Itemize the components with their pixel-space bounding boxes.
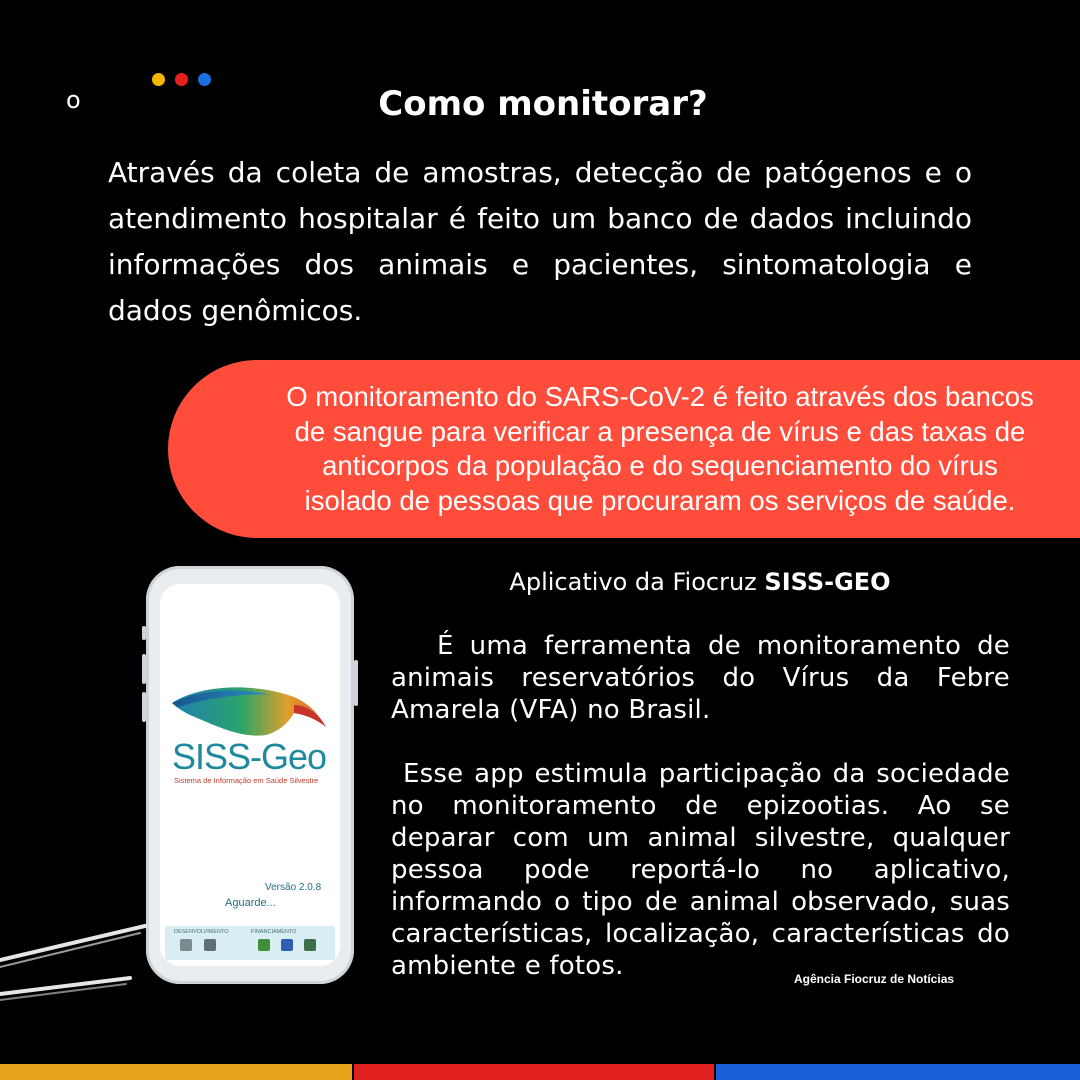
app-heading-name: SISS-GEO — [764, 568, 891, 596]
app-version: Versão 2.0.8 — [265, 882, 322, 893]
phone-side-button — [142, 654, 146, 684]
siss-geo-subtitle: Sistema de Informação em Saúde Silvestre — [174, 776, 319, 785]
highlight-line: isolado de pessoas que procuraram os serviços de saúde. — [304, 484, 1016, 516]
loading-status: Aguarde... — [225, 897, 276, 909]
intro-paragraph: Através da coleta de amostras, detecção de patógenos e o atendimento hospitalar é feito um banco de dados incluindo informações dos animais e pacientes, sintomatologia e dados genômicos. — [108, 156, 972, 327]
bottom-bar-yellow — [0, 1064, 352, 1080]
highlight-text — [240, 380, 1080, 518]
sponsor-logo-icon — [204, 939, 216, 951]
footer-fin-label: FINANCIAMENTO — [251, 929, 297, 935]
bottom-bar-blue — [716, 1064, 1080, 1080]
siss-geo-bird-logo — [170, 675, 330, 740]
siss-geo-wordmark: SISS-Geo — [172, 736, 327, 777]
corner-mark: o — [66, 86, 81, 114]
footer-dev-label: DESENVOLVIMENTO — [174, 929, 229, 935]
sponsor-logo-icon — [304, 939, 316, 951]
phone-side-button — [142, 626, 146, 640]
app-description-2: Esse app estimula participação da sociedade no monitoramento de epizootias. Ao se deparar com um animal silvestre, qualquer pessoa pode reportá-lo no aplicativo, informando o tipo de animal observado, suas características, localização, características do ambiente e fotos. — [391, 759, 1010, 981]
app-heading-prefix: Aplicativo da Fiocruz — [509, 568, 757, 596]
app-description-1: É uma ferramenta de monitoramento de animais reservatórios do Vírus da Febre Amarela (VFA) no Brasil. — [391, 631, 1010, 725]
bottom-bar-red — [354, 1064, 714, 1080]
chalk-strokes — [0, 900, 150, 1010]
phone-side-button — [142, 692, 146, 722]
page-title: Como monitorar? — [378, 84, 708, 124]
highlight-line: anticorpos da população e do sequenciamento do vírus — [322, 450, 998, 481]
highlight-line: de sangue para verificar a presença de vírus e das taxas de — [294, 415, 1026, 447]
sponsor-logo-icon — [258, 939, 270, 951]
highlight-line: O monitoramento do SARS-CoV-2 é feito através dos bancos — [286, 381, 1034, 412]
source-credit: Agência Fiocruz de Notícias — [794, 972, 955, 986]
sponsor-logo-icon — [281, 939, 293, 951]
phone-side-button — [354, 660, 358, 706]
app-heading — [390, 565, 1010, 599]
sponsor-logo-icon — [180, 939, 192, 951]
